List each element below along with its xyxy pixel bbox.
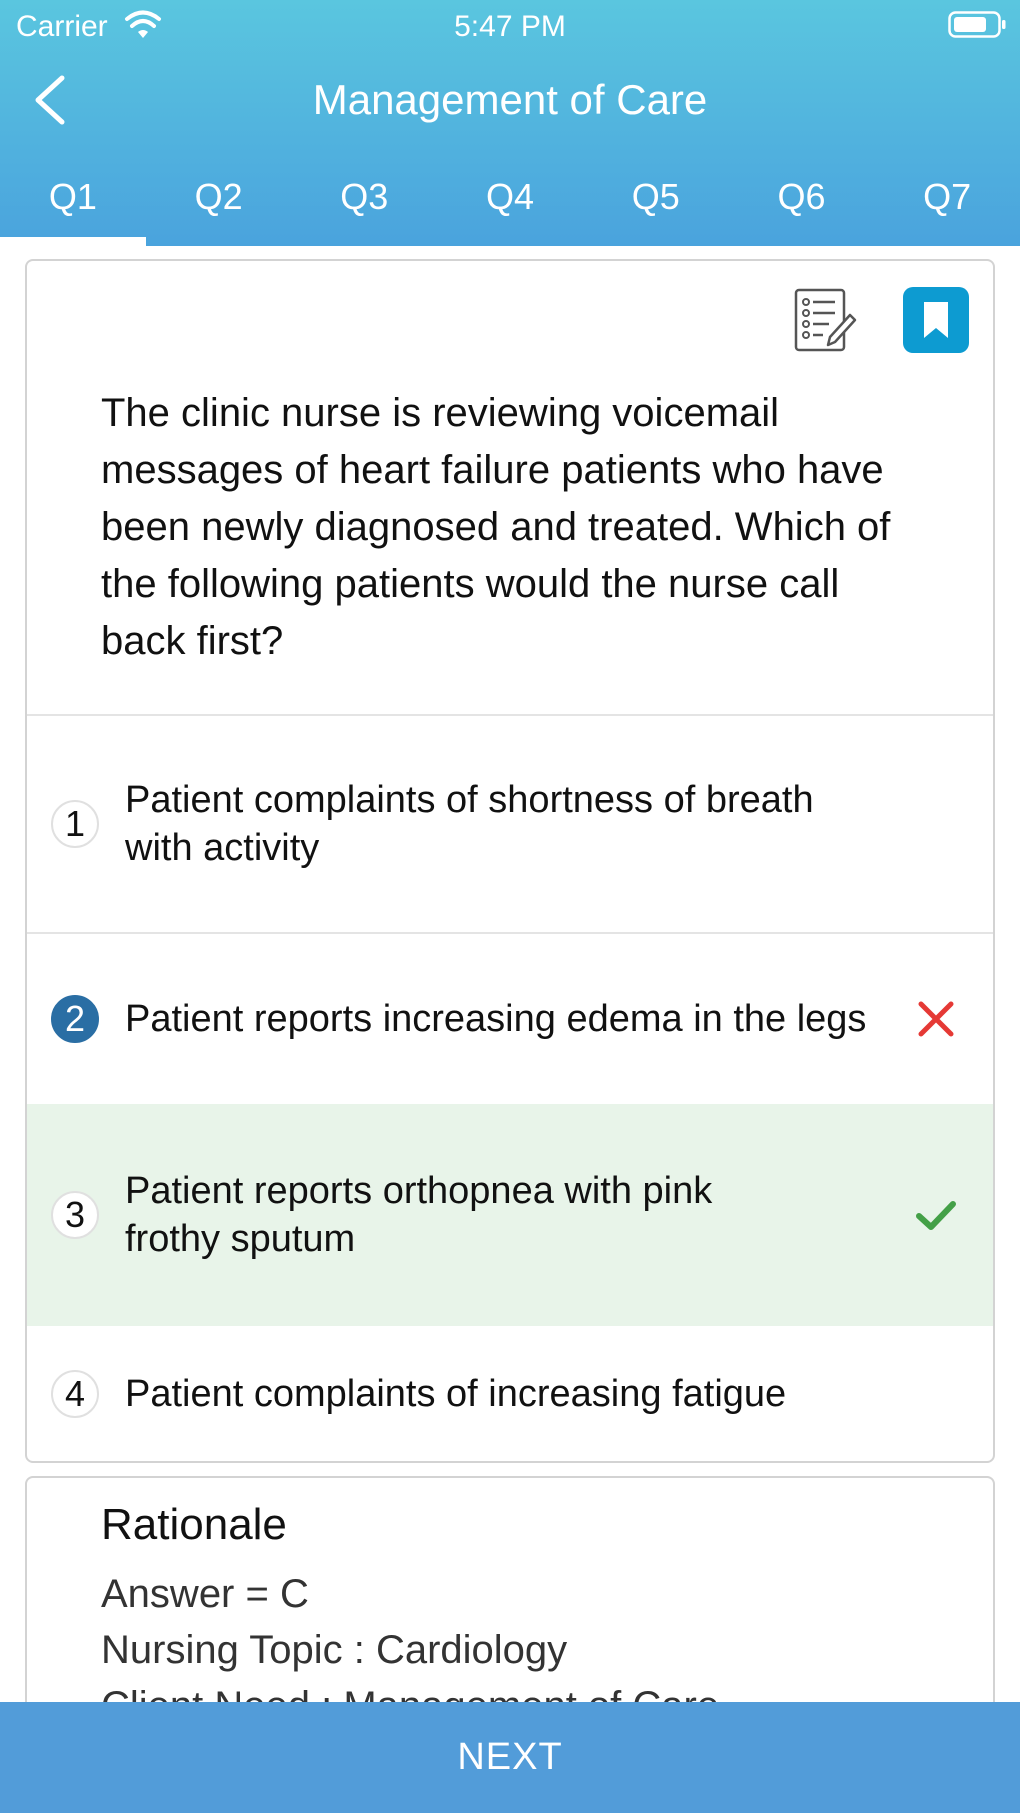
tab-q4[interactable]: Q4 — [486, 176, 535, 217]
option-number: 1 — [51, 800, 99, 848]
bookmark-button[interactable] — [903, 287, 969, 353]
rationale-title: Rationale — [101, 1500, 287, 1549]
tab-q6[interactable]: Q6 — [777, 176, 826, 217]
option-text: Patient complaints of shortness of breath with activity — [125, 779, 814, 869]
app-header — [0, 0, 1020, 246]
tab-q7[interactable]: Q7 — [923, 176, 972, 217]
tab-q3[interactable]: Q3 — [340, 176, 389, 217]
option-2[interactable] — [27, 934, 993, 1104]
next-label: NEXT — [457, 1736, 563, 1778]
option-number: 3 — [51, 1191, 99, 1239]
option-text: Patient reports orthopnea with pink frothy sputum — [125, 1170, 713, 1260]
rationale-topic: Nursing Topic : Cardiology — [101, 1628, 568, 1672]
rationale-answer: Answer = C — [101, 1572, 309, 1616]
question-text: The clinic nurse is reviewing voicemail messages of heart failure patients who have been newly diagnosed and treated. Which of the following patients would the nurse call back first? — [101, 391, 891, 663]
tab-q2[interactable]: Q2 — [194, 176, 243, 217]
next-button[interactable] — [0, 1702, 1020, 1813]
question-tabs — [0, 160, 1020, 246]
wrong-x-icon — [915, 998, 957, 1040]
option-text: Patient complaints of increasing fatigue — [125, 1372, 787, 1415]
option-text: Patient reports increasing edema in the legs — [125, 998, 867, 1040]
carrier-label: Carrier — [16, 10, 108, 43]
tab-q5[interactable]: Q5 — [631, 176, 680, 217]
tab-q1[interactable]: Q1 — [0, 160, 146, 246]
question-card — [25, 259, 995, 1463]
notes-checklist-icon[interactable] — [793, 287, 857, 353]
page-title: Management of Care — [312, 76, 708, 123]
battery-icon — [948, 11, 1006, 38]
option-number: 4 — [51, 1370, 99, 1418]
status-time: 5:47 PM — [454, 10, 566, 43]
correct-check-icon — [915, 1194, 957, 1236]
status-bar — [0, 0, 1020, 50]
bookmark-icon — [921, 300, 951, 340]
nav-bar — [0, 60, 1020, 140]
option-4[interactable] — [27, 1326, 993, 1461]
option-3[interactable] — [27, 1104, 993, 1326]
option-1[interactable] — [27, 716, 993, 932]
option-number: 2 — [51, 995, 99, 1043]
card-toolbar — [793, 285, 969, 355]
